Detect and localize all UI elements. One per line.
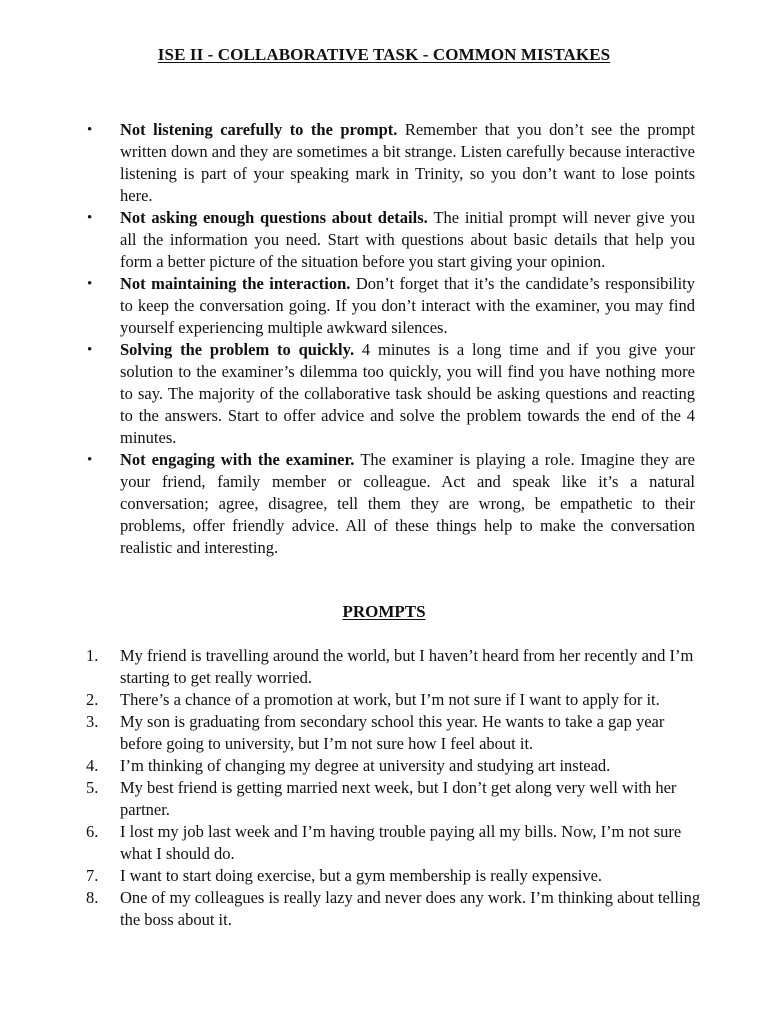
prompt-text: I want to start doing exercise, but a gym membership is really expensive. [120,866,603,885]
common-mistakes-list [0,119,768,559]
prompt-item [86,645,705,689]
prompt-item [86,689,705,711]
prompt-number: 3. [86,712,99,731]
prompts-heading: PROMPTS [342,602,426,621]
prompt-text: My son is graduating from secondary school this year. He wants to take a gap year before going to university, but I’m not sure how I feel about it. [120,712,665,753]
mistake-item [87,207,696,273]
mistake-heading: Not engaging with the examiner. [120,450,361,469]
prompt-item [86,865,705,887]
prompts-list [0,645,768,931]
prompt-item [86,755,705,777]
prompt-item [86,777,705,821]
mistake-heading: Not listening carefully to the prompt. [120,120,405,139]
prompt-text: I lost my job last week and I’m having trouble paying all my bills. Now, I’m not sure what I should do. [120,822,682,863]
prompt-item [86,711,705,755]
prompt-item [86,821,705,865]
mistake-text: The initial prompt will never give you all the information you need. Start with questions about basic details that help you form a better picture of the situation before you start giving your opinion. [120,208,696,271]
bullet-icon: • [87,342,93,358]
document-title: ISE II - COLLABORATIVE TASK - COMMON MISTAKES [157,45,611,64]
prompt-item [86,887,705,931]
mistake-text: The examiner is playing a role. Imagine they are your friend, family member or colleague. Act and speak like it’s a natural conversation; agree, disagree, tell them they are wrong, be empathetic to their problems, offer friendly advice. All of these things help to make the conversation realistic and interesting. [120,450,695,557]
bullet-icon: • [87,452,93,468]
mistake-item [87,273,695,339]
prompt-number: 2. [86,690,99,709]
prompt-text: I’m thinking of changing my degree at university and studying art instead. [120,756,611,775]
mistake-item [87,119,695,207]
prompt-text: There’s a chance of a promotion at work, but I’m not sure if I want to apply for it. [120,690,660,709]
prompt-number: 7. [86,866,99,885]
prompt-text: One of my colleagues is really lazy and never does any work. I’m thinking about telling the boss about it. [120,888,701,929]
mistake-heading: Not maintaining the interaction. [120,274,356,293]
prompt-text: My best friend is getting married next week, but I don’t get along very well with her partner. [120,778,677,819]
prompt-number: 6. [86,822,99,841]
prompt-number: 4. [86,756,99,775]
prompt-number: 1. [86,646,99,665]
mistake-item [87,449,695,559]
prompt-number: 8. [86,888,99,907]
bullet-icon: • [87,276,93,292]
bullet-icon: • [87,210,93,226]
mistake-text: Remember that you don’t see the prompt written down and they are sometimes a bit strange. Listen carefully because interactive listening is part of your speaking mark in Trinity, so you don’t want to lose points here. [120,120,695,205]
prompt-text: My friend is travelling around the world, but I haven’t heard from her recently and I’m starting to get really worried. [120,646,694,687]
prompt-number: 5. [86,778,99,797]
bullet-icon: • [87,122,93,138]
mistake-text: Don’t forget that it’s the candidate’s responsibility to keep the conversation going. If you don’t interact with the examiner, you may find yourself experiencing multiple awkward silences. [120,274,695,337]
mistake-text: 4 minutes is a long time and if you give your solution to the examiner’s dilemma too quickly, you will find you have nothing more to say. The majority of the collaborative task should be asking questions and reacting to the answers. Start to offer advice and solve the problem towards the end of the 4 minutes. [120,340,695,447]
mistake-heading: Solving the problem to quickly. [120,340,362,359]
mistake-item [87,339,695,449]
mistake-heading: Not asking enough questions about details. [120,208,434,227]
